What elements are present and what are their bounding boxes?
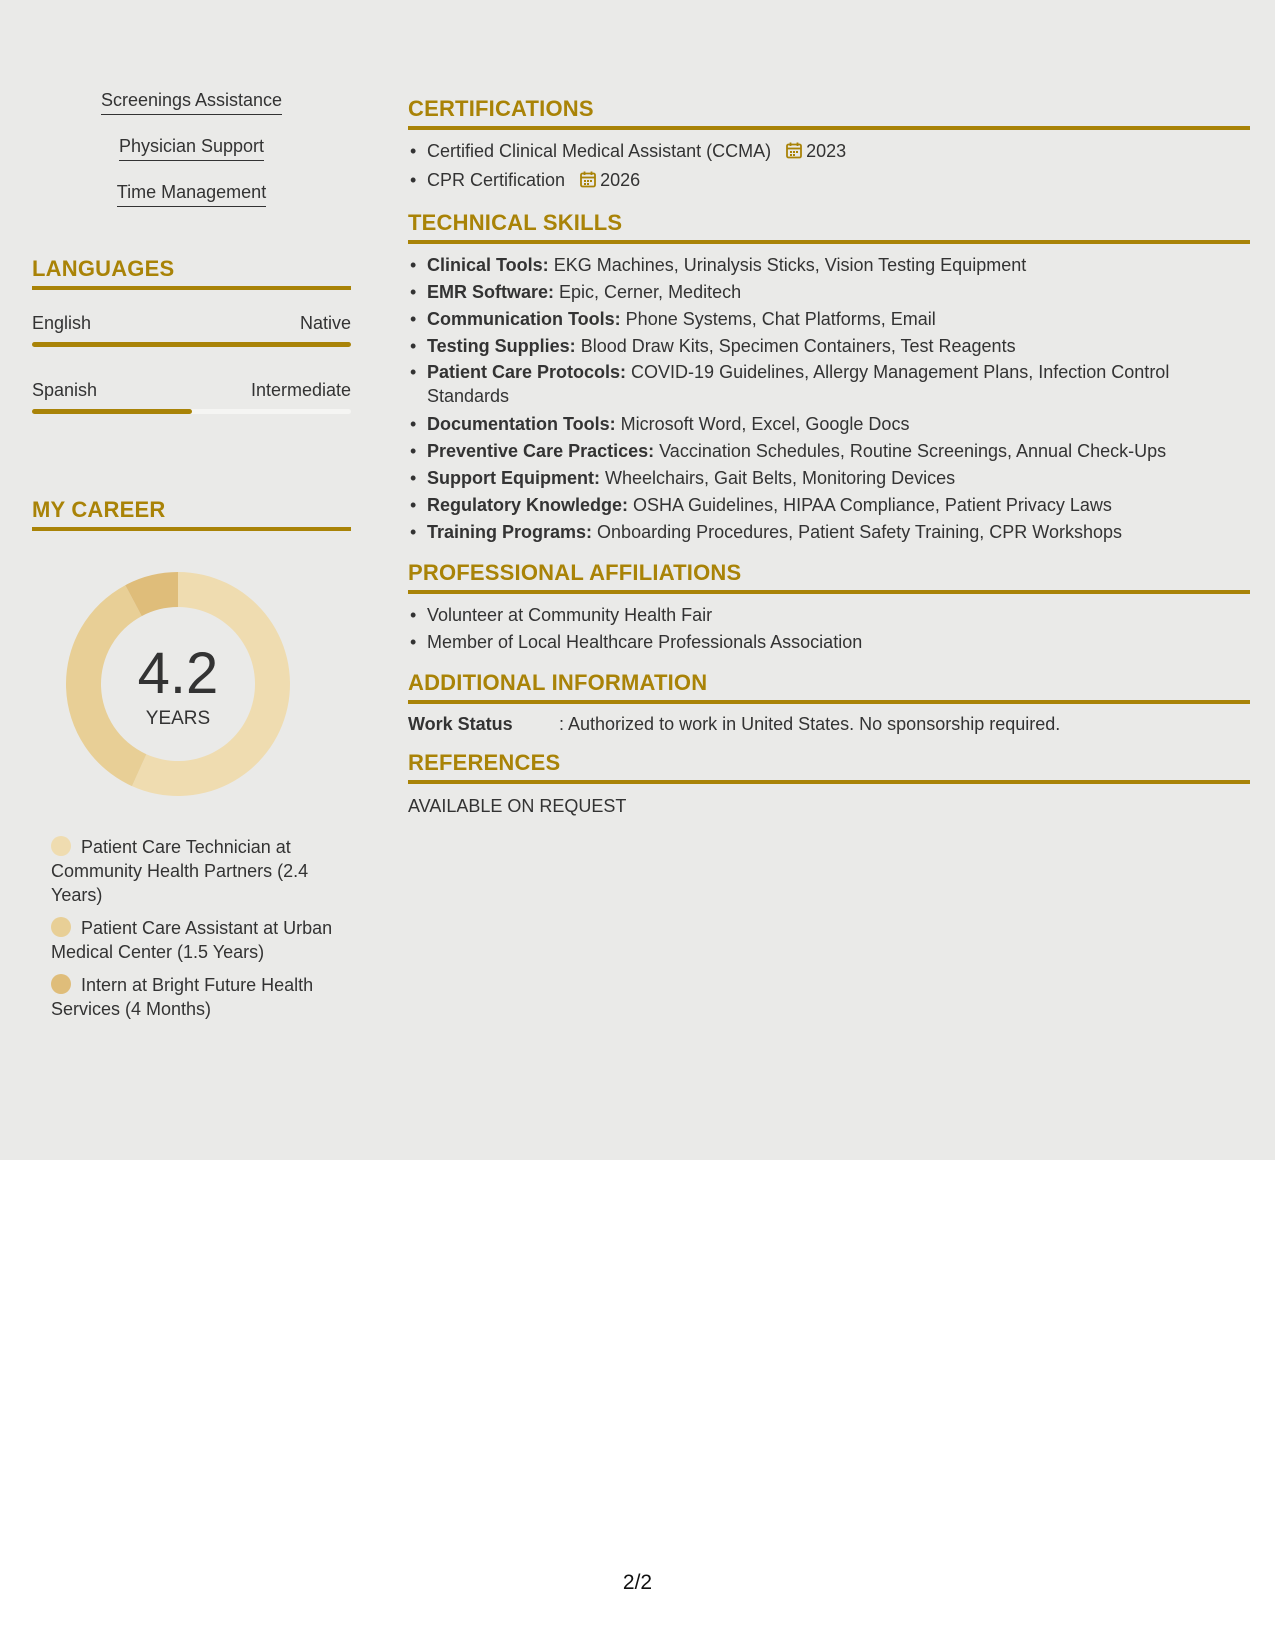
technical-skill-item	[427, 252, 1250, 279]
legend-dot-icon	[51, 974, 71, 994]
legend-item	[51, 835, 336, 907]
work-status-value: : Authorized to work in United States. No sponsorship required.	[559, 714, 1061, 734]
skill-values: OSHA Guidelines, HIPAA Compliance, Patient Privacy Laws	[628, 495, 1112, 515]
work-status-label: Work Status	[408, 714, 513, 734]
page-number: 2/2	[622, 1571, 653, 1594]
affiliations-section	[408, 560, 1250, 656]
languages-title: LANGUAGES	[32, 256, 351, 290]
legend-label: Intern at Bright Future Health Services (4 Months)	[51, 975, 314, 1019]
legend-item	[51, 916, 336, 964]
language-level: Native	[299, 313, 351, 333]
language-bar	[32, 409, 351, 414]
right-column	[408, 96, 1250, 832]
certification-year: 2023	[806, 141, 847, 161]
skill-tag: Screenings Assistance	[101, 88, 282, 115]
skill-category: EMR Software:	[427, 282, 555, 302]
technical-skill-item	[427, 492, 1250, 519]
technical-skills-title: TECHNICAL SKILLS	[408, 210, 1250, 244]
skill-category: Testing Supplies:	[427, 336, 576, 356]
skill-category: Communication Tools:	[427, 309, 621, 329]
career-legend	[51, 835, 336, 1030]
references-title: REFERENCES	[408, 750, 1250, 784]
additional-info-title: ADDITIONAL INFORMATION	[408, 670, 1250, 704]
skill-values: Phone Systems, Chat Platforms, Email	[620, 309, 936, 329]
technical-skill-item	[427, 465, 1250, 492]
skill-values: Blood Draw Kits, Specimen Containers, Test Reagents	[575, 336, 1016, 356]
skill-category: Training Programs:	[427, 522, 593, 542]
skill-tag: Physician Support	[119, 134, 264, 161]
career-section	[32, 497, 351, 1019]
skill-category: Documentation Tools:	[427, 414, 616, 434]
technical-skills-section	[408, 210, 1250, 546]
career-total-unit: YEARS	[145, 708, 211, 729]
technical-skill-item	[427, 333, 1250, 360]
language-bar-fill	[32, 342, 351, 347]
technical-skill-item	[427, 438, 1250, 465]
skill-category: Clinical Tools:	[427, 255, 549, 275]
legend-label: Patient Care Technician at Community Health Partners (2.4 Years)	[51, 837, 309, 905]
certification-name: Certified Clinical Medical Assistant (CCMA)	[427, 141, 772, 161]
calendar-icon	[580, 169, 596, 196]
language-bar	[32, 342, 351, 347]
skill-values: Vaccination Schedules, Routine Screenings, Annual Check-Ups	[654, 441, 1167, 461]
skill-category: Preventive Care Practices:	[427, 441, 655, 461]
languages-section	[32, 256, 351, 414]
skill-category: Support Equipment:	[427, 468, 600, 488]
certification-name: CPR Certification	[427, 170, 566, 190]
language-name: English	[32, 313, 92, 333]
certification-item	[427, 167, 1250, 196]
skill-category: Patient Care Protocols:	[427, 362, 627, 382]
calendar-icon	[786, 140, 802, 167]
skill-values: COVID-19 Guidelines, Allergy Management Plans, Infection Control Standards	[427, 362, 1170, 406]
work-status-row	[408, 712, 1250, 736]
language-bar-fill	[32, 409, 192, 414]
affiliation-item: • Member of Local Healthcare Professionals Association	[427, 629, 1250, 656]
career-total-value: 4.2	[137, 641, 219, 706]
certification-year: 2026	[600, 170, 641, 190]
skill-tags	[32, 88, 351, 226]
skill-values: Microsoft Word, Excel, Google Docs	[615, 414, 910, 434]
skill-values: Onboarding Procedures, Patient Safety Training, CPR Workshops	[592, 522, 1122, 542]
affiliation-item: • Volunteer at Community Health Fair	[427, 602, 1250, 629]
skill-category: Regulatory Knowledge:	[427, 495, 629, 515]
skill-tag: Time Management	[117, 180, 266, 207]
references-text: AVAILABLE ON REQUEST	[408, 796, 627, 816]
technical-skill-item	[427, 306, 1250, 333]
career-title: MY CAREER	[32, 497, 351, 531]
certification-item	[427, 138, 1250, 167]
language-level: Intermediate	[250, 380, 351, 400]
skill-values: EKG Machines, Urinalysis Sticks, Vision Testing Equipment	[548, 255, 1027, 275]
technical-skill-item	[427, 411, 1250, 438]
legend-dot-icon	[51, 836, 71, 856]
language-name: Spanish	[32, 380, 98, 400]
additional-info-section	[408, 670, 1250, 736]
technical-skill-item	[427, 360, 1250, 408]
skill-values: Wheelchairs, Gait Belts, Monitoring Devices	[599, 468, 956, 488]
career-donut-chart	[66, 572, 290, 796]
language-item	[32, 312, 351, 347]
technical-skill-item	[427, 519, 1250, 546]
certifications-section	[408, 96, 1250, 196]
legend-item	[51, 973, 336, 1021]
references-section	[408, 750, 1250, 818]
skill-values: Epic, Cerner, Meditech	[554, 282, 742, 302]
legend-dot-icon	[51, 917, 71, 937]
legend-label: Patient Care Assistant at Urban Medical Center (1.5 Years)	[51, 918, 333, 962]
technical-skill-item	[427, 279, 1250, 306]
affiliations-title: PROFESSIONAL AFFILIATIONS	[408, 560, 1250, 594]
certifications-title: CERTIFICATIONS	[408, 96, 1250, 130]
language-item	[32, 379, 351, 414]
